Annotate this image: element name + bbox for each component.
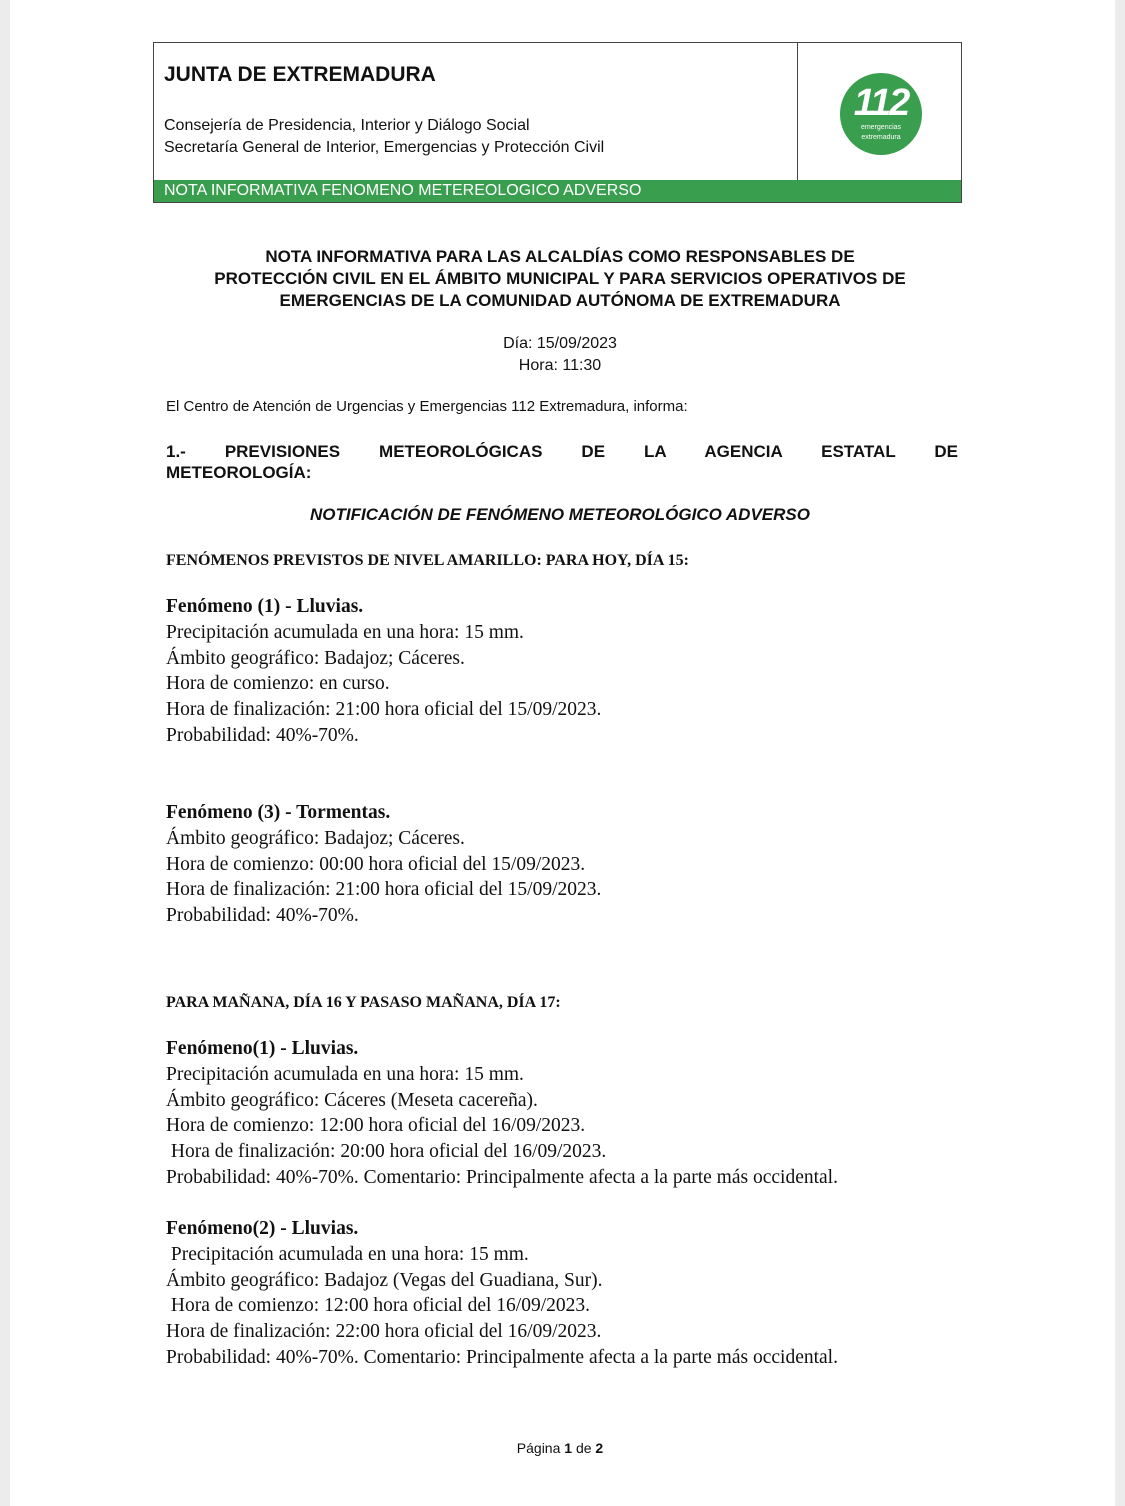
organization-name: JUNTA DE EXTREMADURA: [164, 63, 436, 86]
title-line-3: EMERGENCIAS DE LA COMUNIDAD AUTÓNOMA DE EXTREMADURA: [279, 291, 841, 310]
page-footer: [160, 1440, 960, 1456]
phenomenon-line: Precipitación acumulada en una hora: 15 mm.: [166, 1243, 529, 1265]
phenomenon-line: Ámbito geográfico: Badajoz (Vegas del Guadiana, Sur).: [166, 1269, 603, 1291]
page-of: de: [575, 1440, 592, 1456]
document-page: [10, 0, 1115, 1506]
phenomenon-line: Probabilidad: 40%-70%. Comentario: Principalmente afecta a la parte más occidental.: [166, 1166, 838, 1188]
phenomenon-today-1: [166, 594, 601, 749]
phenomenon-line: Ámbito geográfico: Badajoz; Cáceres.: [166, 647, 465, 669]
tomorrow-heading: PARA MAÑANA, DÍA 16 Y PASASO MAÑANA, DÍA 17:: [166, 994, 561, 1011]
page-label: Página: [516, 1440, 561, 1456]
phenomenon-today-2: [166, 800, 601, 929]
phenomenon-line: Hora de finalización: 20:00 hora oficial del 16/09/2023.: [166, 1141, 607, 1163]
logo-subtitle-1: emergencias: [860, 124, 902, 131]
phenomenon-line: Hora de comienzo: en curso.: [166, 673, 390, 695]
notification-title: NOTIFICACIÓN DE FENÓMENO METEOROLÓGICO ADVERSO: [310, 505, 810, 524]
document-date: Día: 15/09/2023: [503, 335, 617, 352]
section-heading-line-1: 1.- PREVISIONES METEOROLÓGICAS DE LA AGENCIA ESTATAL DE: [166, 442, 958, 461]
page-total: 2: [595, 1440, 604, 1456]
phenomenon-title: Fenómeno(1) - Lluvias.: [166, 1038, 359, 1059]
logo-number: 112: [853, 82, 909, 124]
phenomenon-line: Probabilidad: 40%-70%. Comentario: Principalmente afecta a la parte más occidental.: [166, 1346, 838, 1368]
phenomenon-line: Ámbito geográfico: Badajoz; Cáceres.: [166, 827, 465, 849]
page-number: 1: [564, 1440, 573, 1456]
section-heading-line-2: METEOROLOGÍA:: [166, 463, 312, 482]
document-time: Hora: 11:30: [518, 357, 602, 374]
intro-text: El Centro de Atención de Urgencias y Emergencias 112 Extremadura, informa:: [166, 398, 688, 415]
title-line-1: NOTA INFORMATIVA PARA LAS ALCALDÍAS COMO RESPONSABLES DE: [265, 247, 855, 266]
phenomenon-line: Hora de finalización: 21:00 hora oficial del 15/09/2023.: [166, 699, 602, 721]
department-line-2: Secretaría General de Interior, Emergencias y Protección Civil: [164, 139, 605, 156]
logo-subtitle-2: extremadura: [861, 134, 901, 141]
date-time-block: [160, 333, 960, 377]
header-divider: [797, 43, 798, 182]
phenomenon-line: Probabilidad: 40%-70%.: [166, 724, 359, 746]
department-line-1: Consejería de Presidencia, Interior y Diálogo Social: [164, 117, 530, 134]
phenomenon-line: Hora de comienzo: 00:00 hora oficial del 15/09/2023.: [166, 853, 586, 875]
phenomenon-line: Precipitación acumulada en una hora: 15 mm.: [166, 1063, 524, 1085]
letterhead: [153, 42, 962, 203]
phenomenon-line: Probabilidad: 40%-70%.: [166, 905, 359, 927]
title-line-2: PROTECCIÓN CIVIL EN EL ÁMBITO MUNICIPAL Y PARA SERVICIOS OPERATIVOS DE: [214, 269, 906, 288]
phenomenon-title: Fenómeno(2) - Lluvias.: [166, 1218, 359, 1239]
phenomenon-tomorrow-1: [166, 1036, 838, 1191]
phenomenon-line: Hora de comienzo: 12:00 hora oficial del 16/09/2023.: [166, 1295, 591, 1317]
phenomenon-line: Precipitación acumulada en una hora: 15 mm.: [166, 621, 524, 643]
document-title: [160, 246, 960, 312]
phenomenon-line: Hora de finalización: 22:00 hora oficial del 16/09/2023.: [166, 1321, 602, 1343]
phenomenon-title: Fenómeno (1) - Lluvias.: [166, 596, 364, 617]
phenomenon-title: Fenómeno (3) - Tormentas.: [166, 802, 391, 823]
banner-title: NOTA INFORMATIVA FENOMENO METEREOLOGICO ADVERSO: [154, 180, 961, 202]
phenomenon-line: Hora de comienzo: 12:00 hora oficial del 16/09/2023.: [166, 1115, 586, 1137]
emergency-112-logo: [840, 73, 922, 155]
phenomenon-line: Hora de finalización: 21:00 hora oficial del 15/09/2023.: [166, 879, 602, 901]
phenomenon-tomorrow-2: [166, 1216, 838, 1371]
today-heading: FENÓMENOS PREVISTOS DE NIVEL AMARILLO: PARA HOY, DÍA 15:: [166, 552, 689, 569]
phenomenon-line: Ámbito geográfico: Cáceres (Meseta cacereña).: [166, 1089, 538, 1111]
